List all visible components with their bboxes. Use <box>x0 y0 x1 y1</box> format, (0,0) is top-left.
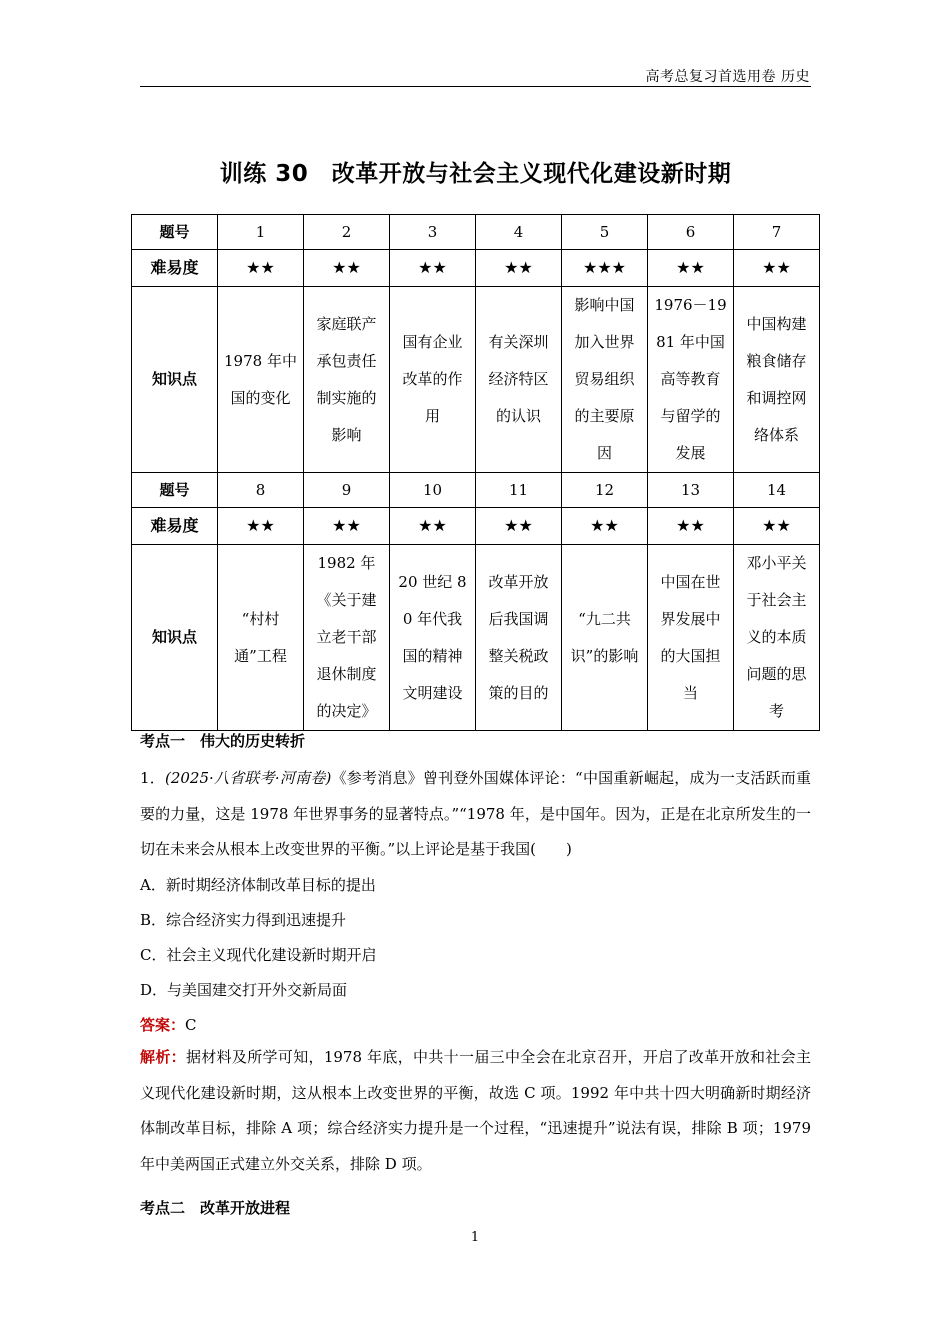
row-header: 难易度 <box>132 250 218 287</box>
knowledge-table <box>131 214 820 731</box>
running-header: 高考总复习首选用卷 历史 <box>645 69 810 85</box>
question-number-cell: 12 <box>562 473 648 508</box>
question-number-cell: 9 <box>304 473 390 508</box>
knowledge-text: 1978 年中国的变化 <box>224 351 297 407</box>
knowledge-text: 有关深圳经济特区的认识 <box>488 333 549 425</box>
knowledge-text: 中国构建粮食储存和调控网络体系 <box>746 314 807 444</box>
knowledge-cell <box>734 287 820 473</box>
row-header: 题号 <box>132 215 218 250</box>
analysis <box>140 1040 811 1182</box>
knowledge-text: 影响中国加入世界贸易组织的主要原因 <box>574 296 635 462</box>
question-number-cell: 2 <box>304 215 390 250</box>
question-number-cell: 7 <box>734 215 820 250</box>
difficulty-cell: ★★ <box>562 508 648 545</box>
knowledge-text: 家庭联产承包责任制实施的影响 <box>316 314 377 444</box>
difficulty-cell: ★★ <box>476 250 562 287</box>
page-title: 训练 30 改革开放与社会主义现代化建设新时期 <box>219 161 732 187</box>
knowledge-cell <box>304 545 390 731</box>
question-number-cell: 8 <box>218 473 304 508</box>
difficulty-cell: ★★ <box>648 250 734 287</box>
option-c: C．社会主义现代化建设新时期开启 <box>140 946 377 964</box>
difficulty-cell: ★★ <box>734 508 820 545</box>
row-header: 题号 <box>132 473 218 508</box>
knowledge-cell <box>734 545 820 731</box>
knowledge-text: 20 世纪 80 年代我国的精神文明建设 <box>398 572 467 702</box>
difficulty-cell: ★★ <box>734 250 820 287</box>
row-header: 难易度 <box>132 508 218 545</box>
answer-line <box>140 1014 197 1035</box>
knowledge-cell <box>304 287 390 473</box>
knowledge-cell <box>476 545 562 731</box>
knowledge-text: 邓小平关于社会主义的本质问题的思考 <box>746 554 807 720</box>
difficulty-cell: ★★ <box>390 508 476 545</box>
table-row <box>132 545 820 731</box>
question-stem: 《参考消息》曾刊登外国媒体评论：“中国重新崛起，成为一支活跃而重要的力量，这是 1978 年世界事务的显著特点。”“1978 年，是中国年。因为，正是在北京所发生的一切在未来会从根本上改变世界的平衡。”以上评论是基于我国( ) <box>140 769 811 858</box>
question-number-cell: 11 <box>476 473 562 508</box>
knowledge-cell <box>648 287 734 473</box>
knowledge-cell <box>390 545 476 731</box>
table-row <box>132 250 820 287</box>
knowledge-cell <box>562 287 648 473</box>
table-row <box>132 215 820 250</box>
knowledge-text: 改革开放后我国调整关税政策的目的 <box>488 572 549 702</box>
question-number: 1． <box>140 769 165 787</box>
header-rule <box>140 86 811 87</box>
question-number-cell: 10 <box>390 473 476 508</box>
question-1 <box>140 761 811 868</box>
knowledge-cell <box>476 287 562 473</box>
knowledge-cell <box>562 545 648 731</box>
knowledge-cell <box>218 545 304 731</box>
question-source: (2025·八省联考·河南卷) <box>164 769 332 787</box>
answer-label: 答案： <box>140 1016 186 1034</box>
difficulty-cell: ★★ <box>648 508 734 545</box>
option-a: A．新时期经济体制改革目标的提出 <box>140 876 376 894</box>
knowledge-text: 国有企业改革的作用 <box>402 333 463 425</box>
knowledge-cell <box>218 287 304 473</box>
row-header: 知识点 <box>132 545 218 731</box>
question-number-cell: 1 <box>218 215 304 250</box>
difficulty-cell: ★★ <box>218 508 304 545</box>
difficulty-cell: ★★ <box>218 250 304 287</box>
difficulty-cell: ★★ <box>304 250 390 287</box>
knowledge-cell <box>648 545 734 731</box>
table-row <box>132 508 820 545</box>
section-heading-2: 考点二 改革开放进程 <box>140 1199 291 1217</box>
row-header: 知识点 <box>132 287 218 473</box>
difficulty-cell: ★★★ <box>562 250 648 287</box>
difficulty-cell: ★★ <box>476 508 562 545</box>
question-number-cell: 13 <box>648 473 734 508</box>
analysis-label: 解析： <box>140 1048 186 1066</box>
knowledge-text: 1982 年《关于建立老干部退休制度的决定》 <box>316 554 377 720</box>
difficulty-cell: ★★ <box>304 508 390 545</box>
question-number-cell: 4 <box>476 215 562 250</box>
analysis-text: 据材料及所学可知，1978 年底，中共十一届三中全会在北京召开，开启了改革开放和社会主义现代化建设新时期，这从根本上改变世界的平衡，故选 C 项。1992 年中共十四大明确新时期经济体制改革目标，排除 A 项；综合经济实力提升是一个过程，“迅速提升”说法有误，排除 B 项；1979 年中美两国正式建立外交关系，排除 D 项。 <box>140 1048 811 1173</box>
question-number-cell: 3 <box>390 215 476 250</box>
answer-value: C <box>185 1016 197 1034</box>
knowledge-text: “九二共识”的影响 <box>570 609 639 665</box>
option-b: B．综合经济实力得到迅速提升 <box>140 911 347 929</box>
knowledge-cell <box>390 287 476 473</box>
section-heading-1: 考点一 伟大的历史转折 <box>140 732 306 750</box>
knowledge-text: 中国在世界发展中的大国担当 <box>660 572 721 702</box>
table-row <box>132 287 820 473</box>
knowledge-text: 1976－1981 年中国高等教育与留学的发展 <box>654 296 727 462</box>
option-d: D．与美国建交打开外交新局面 <box>140 981 348 999</box>
table-row <box>132 473 820 508</box>
page-number: 1 <box>470 1230 480 1245</box>
question-number-cell: 6 <box>648 215 734 250</box>
difficulty-cell: ★★ <box>390 250 476 287</box>
knowledge-text: “村村通”工程 <box>234 609 287 665</box>
question-number-cell: 14 <box>734 473 820 508</box>
question-number-cell: 5 <box>562 215 648 250</box>
